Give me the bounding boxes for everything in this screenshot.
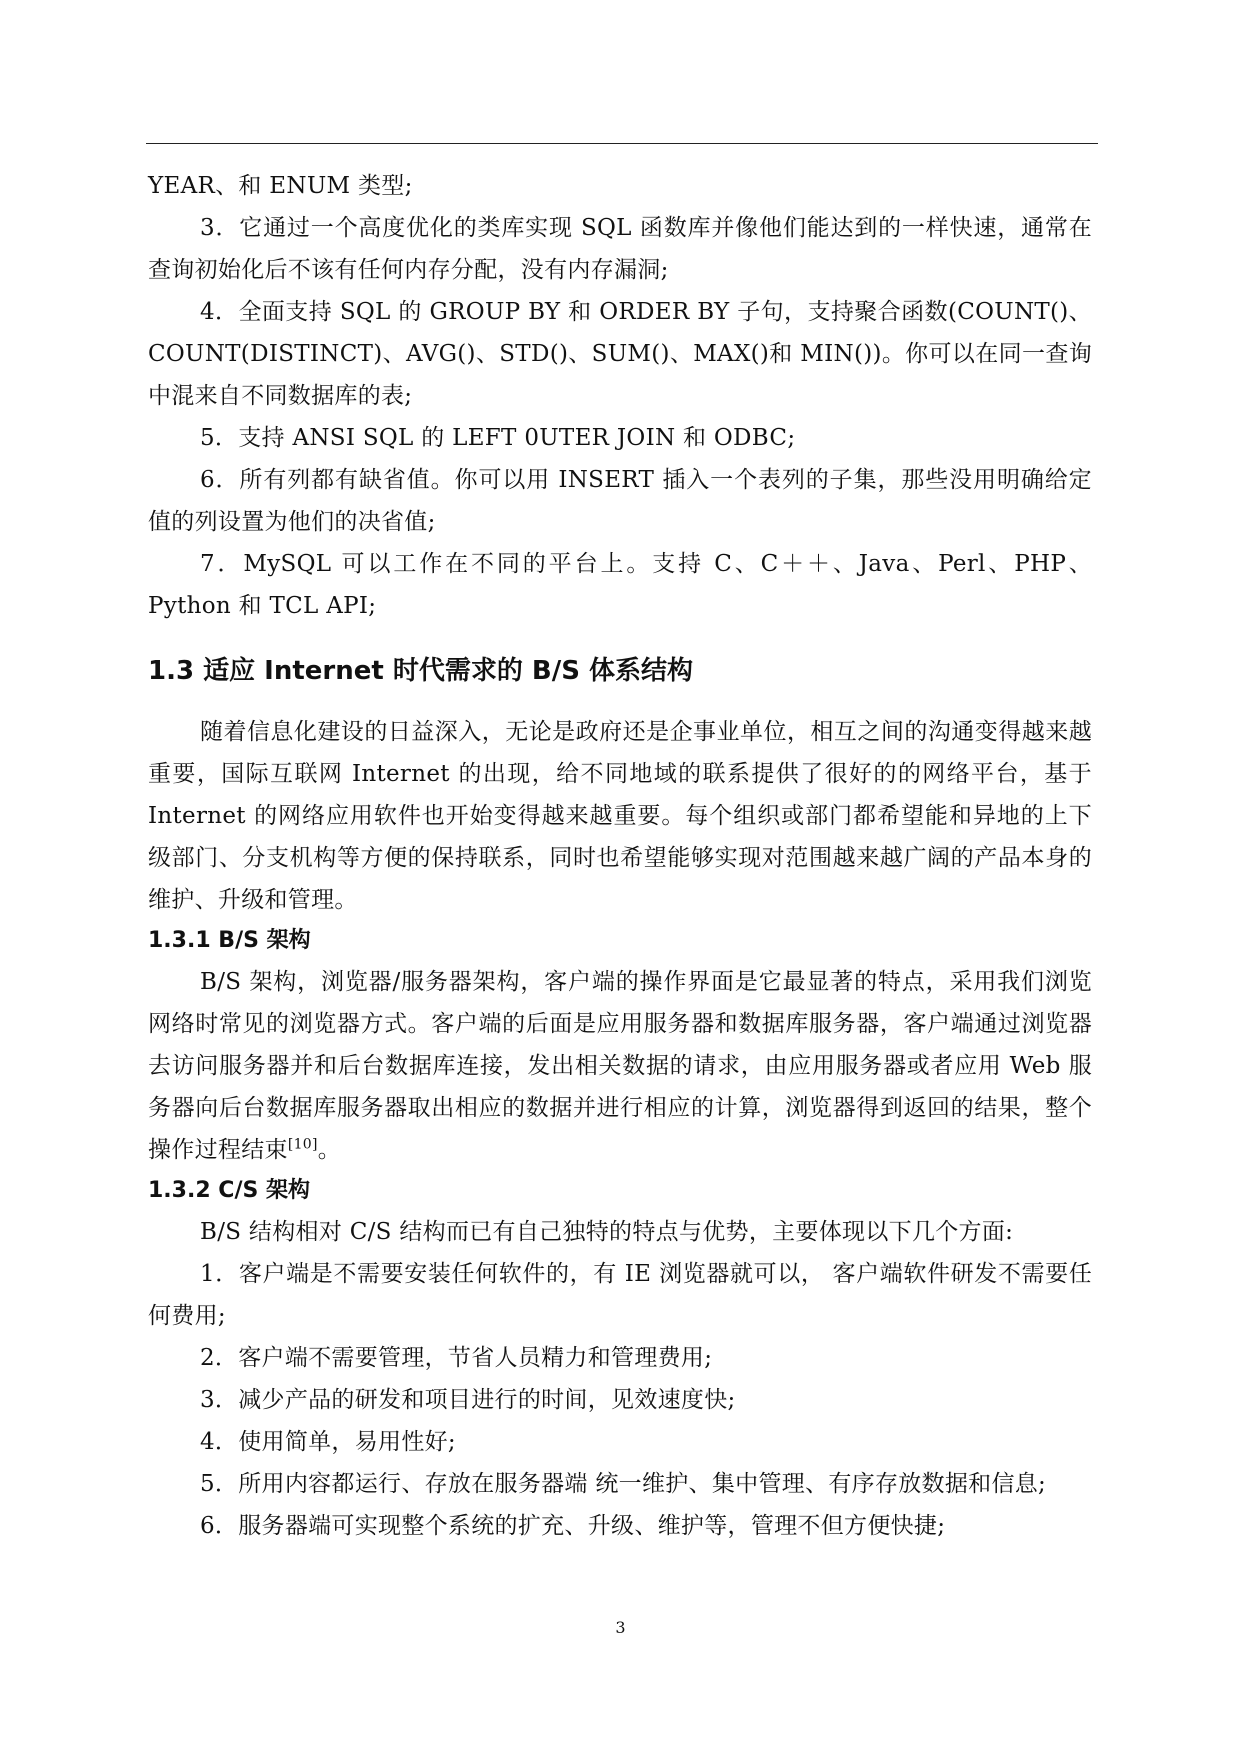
list-item: 2．客户端不需要管理，节省人员精力和管理费用; — [200, 1345, 713, 1371]
page-body — [148, 165, 1092, 1547]
list-item: 5．所用内容都运行、存放在服务器端 统一维护、集中管理、有序存放数据和信息; — [200, 1471, 1047, 1497]
paragraph: 随着信息化建设的日益深入，无论是政府还是企事业单位，相互之间的沟通变得越来越重要，国际互联网 Internet 的出现，给不同地域的联系提供了很好的的网络平台，基于 Internet 的网络应用软件也开始变得越来越重要。每个组织或部门都希望能和异地的上下级部门、分支机构等方便的保持联系，同时也希望能够实现对范围越来越广阔的产品本身的维护、升级和管理。 — [148, 719, 1092, 913]
list-item: 1．客户端是不需要安装任何软件的，有 IE 浏览器就可以， 客户端软件研发不需要任何费用; — [148, 1261, 1092, 1329]
page-number: 3 — [615, 1618, 626, 1637]
citation: [10] — [287, 1136, 318, 1153]
paragraph — [148, 961, 1092, 1171]
paragraph: YEAR、和 ENUM 类型; — [148, 173, 413, 199]
paragraph: 4．全面支持 SQL 的 GROUP BY 和 ORDER BY 子句，支持聚合函数(COUNT()、COUNT(DISTINCT)、AVG()、STD()、SUM()、MAX()和 MIN())。你可以在同一查询中混来自不同数据库的表; — [148, 299, 1092, 409]
paragraph-text: B/S 架构，浏览器/服务器架构，客户端的操作界面是它最显著的特点，采用我们浏览网络时常见的浏览器方式。客户端的后面是应用服务器和数据库服务器，客户端通过浏览器去访问服务器并和后台数据库连接，发出相关数据的请求，由应用服务器或者应用 Web 服务器向后台数据库服务器取出相应的数据并进行相应的计算，浏览器得到返回的结果，整个操作过程结束 — [148, 969, 1092, 1163]
paragraph: 3．它通过一个高度优化的类库实现 SQL 函数库并像他们能达到的一样快速，通常在查询初始化后不该有任何内存分配，没有内存漏洞; — [148, 215, 1092, 283]
paragraph: B/S 结构相对 C/S 结构而已有自己独特的特点与优势，主要体现以下几个方面: — [200, 1219, 1014, 1245]
list-item: 3．减少产品的研发和项目进行的时间，见效速度快; — [200, 1387, 736, 1413]
paragraph: 7．MySQL 可以工作在不同的平台上。支持 C、C＋＋、Java、Perl、PHP、Python 和 TCL API; — [148, 551, 1092, 619]
paragraph: 5．支持 ANSI SQL 的 LEFT 0UTER JOIN 和 ODBC; — [200, 425, 796, 451]
list-item: 6．服务器端可实现整个系统的扩充、升级、维护等，管理不但方便快捷; — [200, 1513, 946, 1539]
section-heading-1-3-2: 1.3.2 C/S 架构 — [148, 1178, 310, 1203]
paragraph: 6．所有列都有缺省值。你可以用 INSERT 插入一个表列的子集，那些没用明确给定值的列设置为他们的决省值; — [148, 467, 1092, 535]
paragraph-end: 。 — [317, 1137, 342, 1163]
section-heading-1-3: 1.3 适应 Internet 时代需求的 B/S 体系结构 — [148, 656, 693, 686]
section-heading-1-3-1: 1.3.1 B/S 架构 — [148, 928, 311, 953]
list-item: 4．使用简单，易用性好; — [200, 1429, 456, 1455]
header-rule — [146, 143, 1098, 144]
